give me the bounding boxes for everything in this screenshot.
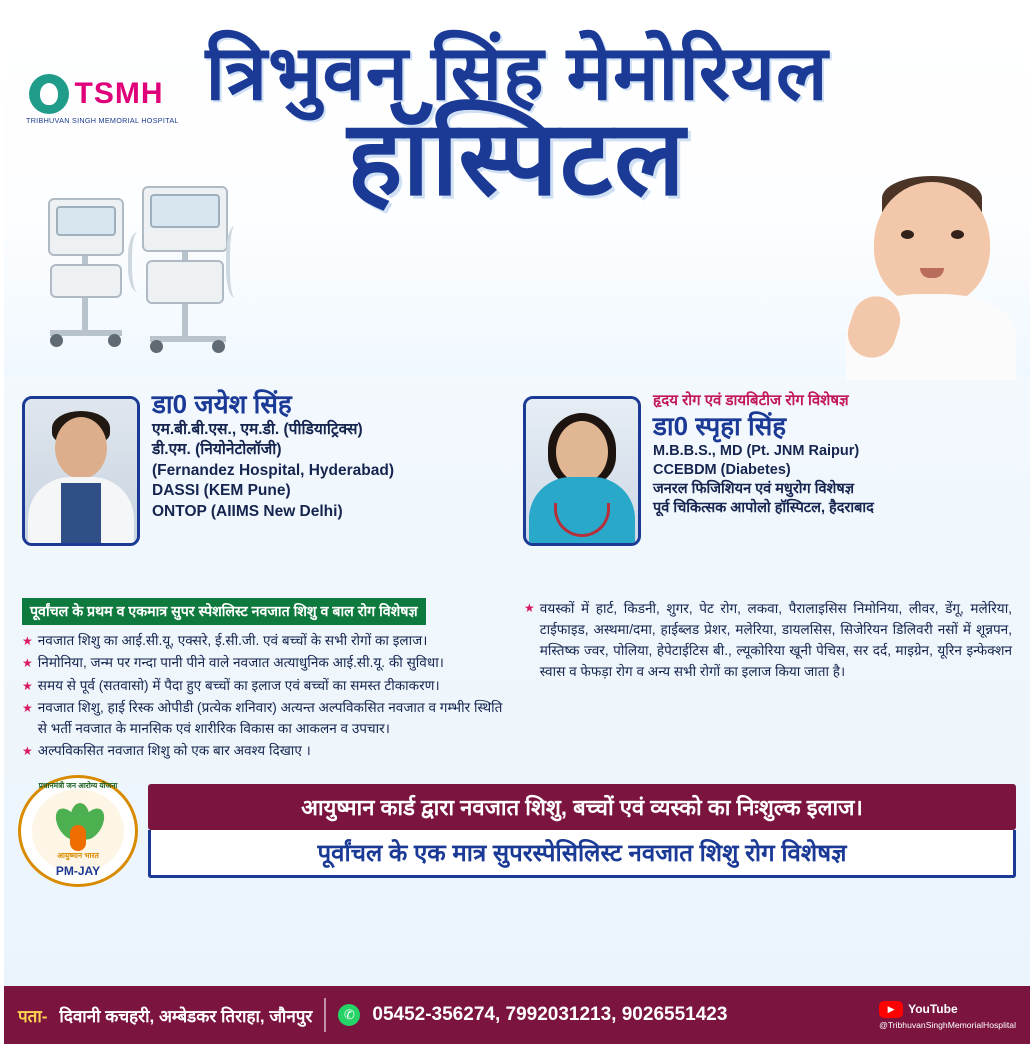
logo-text: TSMH (74, 77, 164, 110)
star-icon: ★ (22, 701, 33, 716)
doctor-1-line-4: DASSI (KEM Pune) (152, 482, 291, 500)
medical-equipment-illustration (30, 172, 280, 362)
baby-photo (836, 174, 1026, 374)
ayushman-free-treatment-banner: आयुष्मान कार्ड द्वारा नवजात शिशु, बच्चों एवं व्यस्को का निःशुल्क इलाज। (148, 784, 1016, 830)
pmjay-logo (18, 775, 138, 887)
doctor-2-line-4: पूर्व चिकित्सक आपोलो हॉस्पिटल, हैदराबाद (653, 500, 874, 517)
adult-services-column (524, 598, 1012, 763)
list-item (524, 598, 1012, 682)
title-line-2: हॉस्पिटल (347, 100, 687, 217)
youtube-label: YouTube (908, 1002, 958, 1016)
superspecialist-banner: पूर्वांचल के एक मात्र सुपरस्पेसिलिस्ट नवजात शिशु रोग विशेषज्ञ (148, 830, 1016, 878)
doctor-1-line-3: (Fernandez Hospital, Hyderabad) (152, 461, 395, 479)
doctors-section (4, 376, 1030, 596)
doctor-card-1 (22, 384, 511, 596)
doctor-1-line-5: ONTOP (AIIMS New Delhi) (152, 502, 343, 520)
logo-subtitle: TRIBHUVAN SINGH MEMORIAL HOSPITAL (26, 116, 179, 125)
ayushman-banners (148, 784, 1016, 878)
list-item-text: नवजात शिशु, हाई रिस्क ओपीडी (प्रत्येक शनिवार) अत्यन्त अल्पविकसित नवजात व गम्भीर स्थिति से भर्ती नवजात के मानसिक एवं शारीरिक विकास का आकलन व उपचार। (37, 700, 503, 736)
doctor-2-photo (523, 396, 641, 546)
pmjay-scheme-mid: आयुष्मान भारत (57, 851, 99, 861)
doctor-2-line-2: CCEBDM (Diabetes) (653, 462, 791, 479)
phone-numbers: 05452-356274, 7992031213, 9026551423 (372, 1004, 728, 1025)
poster-footer (4, 986, 1030, 1044)
doctor-2-details (653, 384, 874, 596)
poster-header (4, 4, 1030, 376)
star-icon: ★ (22, 656, 33, 671)
doctor-card-2 (523, 384, 1012, 596)
star-icon: ★ (22, 678, 33, 693)
list-item-text: अल्पविकसित नवजात शिशु को एक बार अवश्य दिखाए । (37, 742, 311, 758)
doctor-2-specialty: हृदय रोग एवं डायबिटीज रोग विशेषज्ञ (653, 392, 849, 409)
list-item (22, 698, 510, 739)
doctor-1-line-2: डी.एम. (नियोनेटोलॉजी) (152, 441, 282, 459)
list-item (22, 653, 510, 673)
ayushman-section (18, 773, 1016, 889)
pmjay-scheme-bottom: PM-JAY (55, 864, 101, 879)
doctor-1-details (152, 384, 394, 596)
address-label: पता- (18, 1006, 48, 1026)
list-item-text: समय से पूर्व (सतवासो) में पैदा हुए बच्चों का इलाज एवं बच्चों का समस्त टीकाकरण। (37, 677, 440, 693)
doctor-2-line-1: M.B.B.S., MD (Pt. JNM Raipur) (653, 442, 860, 459)
pmjay-scheme-top: प्रधानमंत्री जन आरोग्य योजना (38, 781, 118, 791)
doctor-2-line-3: जनरल फिजिशियन एवं मधुरोग विशेषज्ञ (653, 481, 855, 498)
youtube-handle: @TribhuvanSinghMemorialHosplital (879, 1019, 1016, 1030)
services-section (4, 596, 1030, 763)
doctor-1-name: डा0 जयेश सिंह (152, 389, 292, 419)
pediatric-services-column (22, 598, 510, 763)
youtube-icon: ▶ (879, 1001, 903, 1018)
footer-divider (324, 998, 326, 1032)
star-icon: ★ (22, 634, 33, 648)
pediatric-services-band: पूर्वांचल के प्रथम व एकमात्र सुपर स्पेशलिस्ट नवजात शिशु व बाल रोग विशेषज्ञ (22, 598, 426, 625)
list-item (22, 741, 510, 761)
title-line-1: त्रिभुवन सिंह मेमोरियल (205, 31, 829, 116)
doctor-1-line-1: एम.बी.बी.एस., एम.डी. (पीडियाट्रिक्स) (152, 420, 363, 438)
youtube-block[interactable] (879, 1001, 1016, 1030)
doctor-2-name: डा0 स्पृहा सिंह (653, 411, 787, 441)
address-text: दिवानी कचहरी, अम्बेडकर तिराहा, जौनपुर (59, 1006, 313, 1026)
list-item (22, 676, 510, 696)
list-item-text: वयस्कों में हार्ट, किडनी, शुगर, पेट रोग, लकवा, पैरालाइसिस निमोनिया, लीवर, डेंगू, मलेरिया, टाईफाइड, अस्थमा/दमा, हाईब्लड प्रेशर, मलेरिया, डायलसिस, सिजेरियन डिलिवरी नसों में शून्नपन, मस्तिष्क ज्वर, पोलिया, हेपेटाईटिस बी., ल्यूकोरिया खूनी पेचिस, सर दर्द, माइग्रेन, यूरिन इन्फेक्शन स्वास व फेफड़ा रोग व अन्य सभी रोगों का इलाज किया जाता है। (539, 601, 1012, 680)
star-icon: ★ (22, 743, 33, 758)
list-item-text: नवजात शिशु का आई.सी.यू, एक्सरे, ई.सी.जी. एवं बच्चों के सभी रोगों का इलाज। (37, 633, 428, 648)
list-item (22, 631, 510, 651)
star-icon: ★ (524, 601, 535, 615)
list-item-text: निमोनिया, जन्म पर गन्दा पानी पीने वाले नवजात अत्याधुनिक आई.सी.यू. की सुविधा। (37, 655, 444, 671)
doctor-1-photo (22, 396, 140, 546)
whatsapp-phone-icon: ✆ (338, 1004, 360, 1026)
